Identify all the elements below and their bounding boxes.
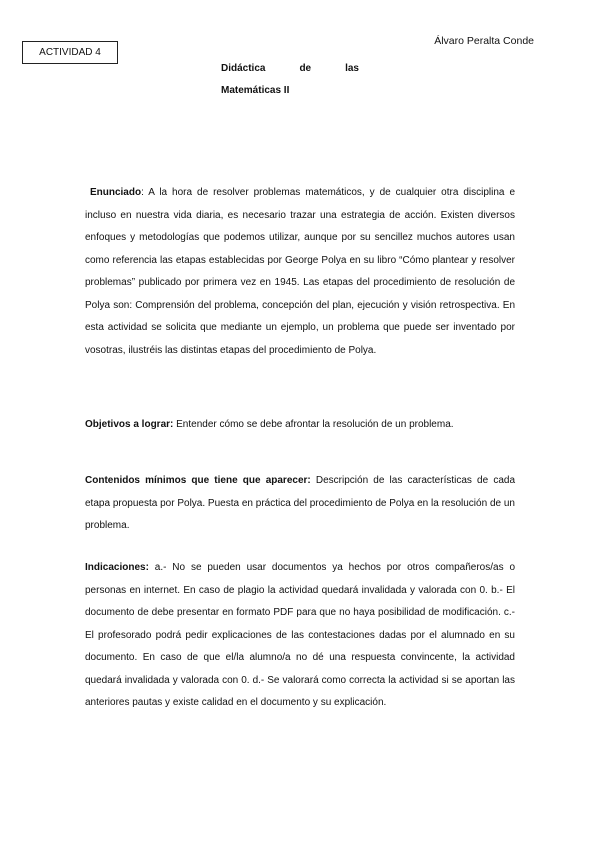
contenidos-label: Contenidos mínimos que tiene que aparecer: [85,475,311,486]
indicaciones-text: a.- No se pueden usar documentos ya hechos por otros compañeros/as o personas en internet. En caso de plagio la actividad quedará invalidada y valorada con 0. b.- El documento de debe presentar en formato PDF para que no haya posibilidad de modificación. c.- El profesorado podrá pedir explicaciones de las contestaciones dadas por el alumnado en su documento. En caso de que el/la alumno/a no dé una respuesta convincente, la actividad quedará invalidada y valorada con 0. d.- Se valorará como correcta la actividad si se aportan las anteriores pautas y existe calidad en el documento y su explicación. [85,562,515,708]
contenidos-paragraph [85,470,515,538]
title-line-1 [221,58,359,80]
enunciado-label: Enunciado [89,187,142,198]
title-word-las: las [345,63,359,74]
indicaciones-label: Indicaciones: [85,562,149,573]
objetivos-label: Objetivos a lograr: [85,419,174,430]
contenidos-text: Descripción de las características de cada etapa propuesta por Polya. Puesta en práctica del procedimiento de Polya en la resolución de un problema. [85,475,516,531]
indicaciones-paragraph [85,557,515,715]
author-name: Álvaro Peralta Conde [434,35,534,47]
document-title [221,58,359,102]
title-line-2: Matemáticas II [221,85,290,96]
objetivos-text: Entender cómo se debe afrontar la resolución de un problema. [173,419,454,430]
enunciado-paragraph [85,182,515,362]
activity-label: ACTIVIDAD 4 [39,47,101,58]
title-word-de: de [299,63,312,74]
enunciado-text: : A la hora de resolver problemas matemáticos, y de cualquier otra disciplina e incluso en nuestra vida diaria, es necesario trazar una estrategia de acción. Existen diversos enfoques y metodologías que podemos utilizar, aunque por su sencillez muchos autores usan como referencia las etapas establecidas por George Polya en su libro “Cómo plantear y resolver problemas” publicado por primera vez en 1945. Las etapas del procedimiento de resolución de Polya son: Comprensión del problema, concepción del plan, ejecución y visión retrospectiva. En esta actividad se solicita que mediante un ejemplo, un problema que puede ser inventado por vosotras, ilustréis las distintas etapas del procedimiento de Polya. [85,187,516,356]
activity-label-box [22,41,118,64]
objetivos-paragraph [85,414,515,437]
title-word-didactica: Didáctica [221,63,266,74]
